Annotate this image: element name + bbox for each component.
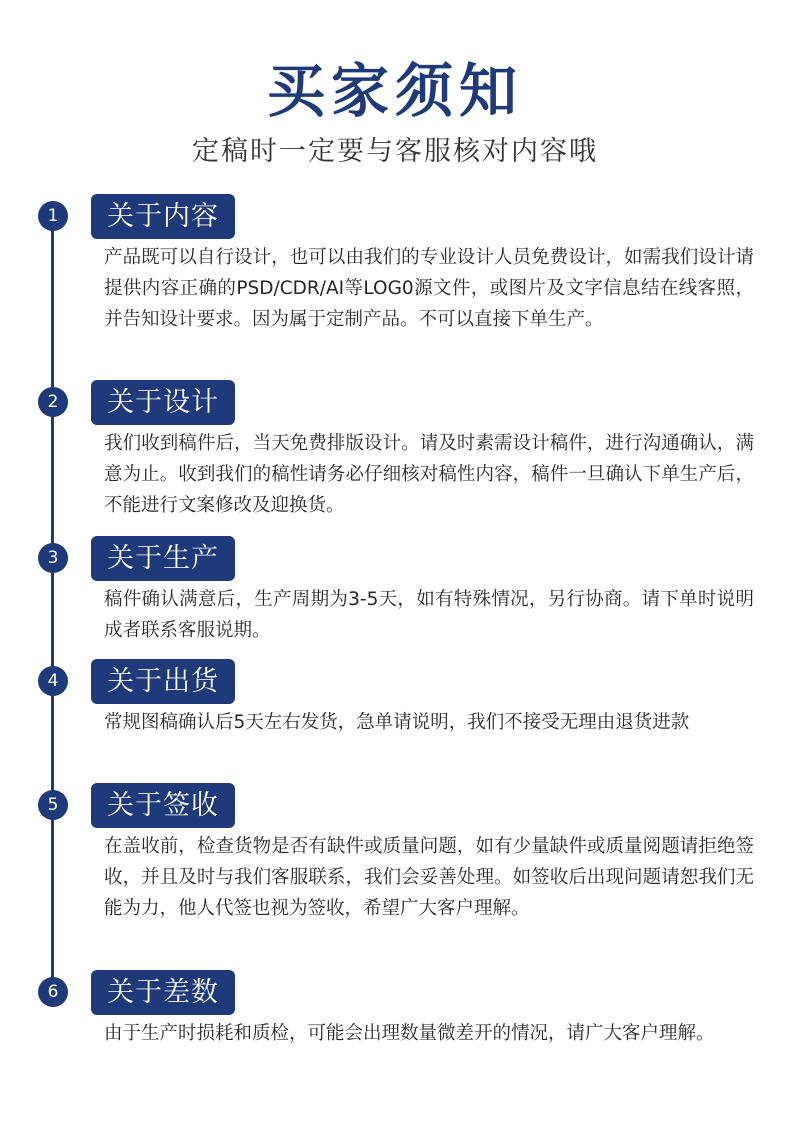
section-body-text: 由于生产时损耗和质检，可能会出理数量微差开的情况，请广大客户理解。 [104, 1023, 715, 1044]
section-heading: 关于差数 [91, 970, 235, 1015]
step-number-badge: 6 [38, 977, 68, 1007]
step-number-badge: 1 [38, 201, 68, 231]
step-number-badge: 4 [38, 666, 68, 696]
page-subtitle: 定稿时一定要与客服核对内容哦 [192, 136, 598, 167]
step-number-badge: 3 [38, 543, 68, 573]
section-body-text: 稿件确认满意后，生产周期为3-5天，如有特殊情况，另行协商。请下单时说明成者联系客服说期。 [104, 589, 754, 641]
page-title: 买家须知 [266, 57, 523, 125]
section-body-text: 产品既可以自行设计，也可以由我们的专业设计人员免费设计，如需我们设计请提供内容正确的PSD/CDR/AI等LOG0源文件，或图片及文字信息结在线客照，并告知设计要求。因为属于定制产品。不可以直接下单生产。 [104, 247, 754, 330]
step-number-badge: 5 [38, 790, 68, 820]
timeline-line [51, 215, 54, 995]
section-heading: 关于生产 [91, 536, 235, 581]
section-body-text: 常规图稿确认后5天左右发货，急单请说明，我们不接受无理由退货进款 [104, 712, 690, 733]
section-heading: 关于设计 [91, 380, 235, 425]
section-body-text: 我们收到稿件后，当天免费排版设计。请及时素需设计稿件，进行沟通确认，满意为止。收到我们的稿性请务必仔细核对稿性内容，稿件一旦确认下单生产后，不能进行文案修改及迎换货。 [104, 433, 754, 516]
section-heading: 关于内容 [91, 194, 235, 239]
step-number-badge: 2 [38, 387, 68, 417]
section-heading: 关于出货 [91, 659, 235, 704]
section-body-text: 在盖收前，检查货物是否有缺件或质量问题，如有少量缺件或质量阅题请拒绝签收，并且及时与我们客服联系，我们会妥善处理。如签收后出现问题请恕我们无能为力，他人代签也视为签收，希望广大客户理解。 [104, 836, 754, 919]
section-heading: 关于签收 [91, 783, 235, 828]
